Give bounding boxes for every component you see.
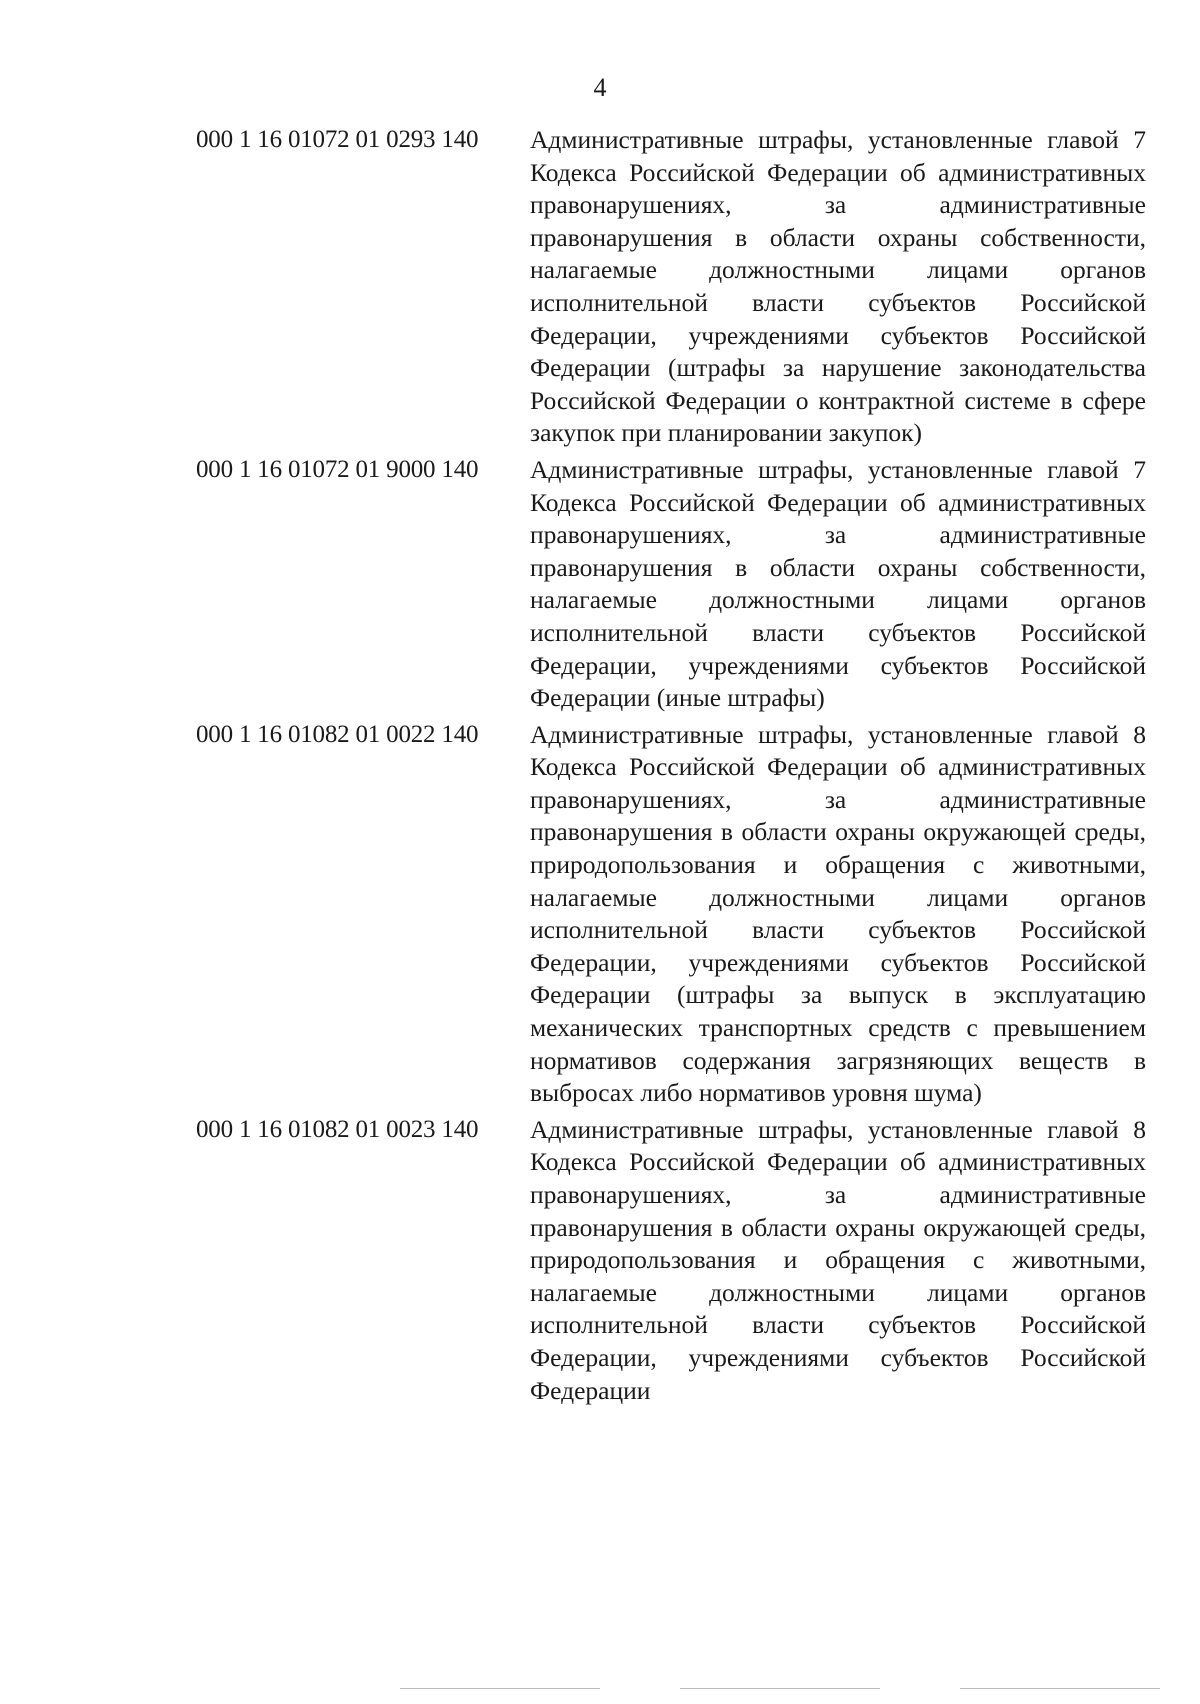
footer-rule-segment [680,1688,880,1690]
budget-code: 000 1 16 01082 01 0023 140 [196,1115,479,1143]
code-description: Административные штрафы, установленные главой 7 Кодекса Российской Федерации об административных правонарушениях, за административные правонарушения в области охраны собственности, налагаемые должностными лицами органов исполнительной власти субъектов Российской Федерации, учреждениями субъектов Российской Федерации (штрафы за нарушение законодательства Российской Федерации о контрактной системе в сфере закупок при планировании закупок) [530,125,1146,448]
table-row [196,719,1146,1110]
classification-table [196,124,1146,1411]
page-number: 4 [593,73,607,102]
code-description: Административные штрафы, установленные главой 8 Кодекса Российской Федерации об административных правонарушениях, за административные правонарушения в области охраны окружающей среды, природопользования и обращения с животными, налагаемые должностными лицами органов исполнительной власти субъектов Российской Федерации, учреждениями субъектов Российской Федерации [530,1114,1146,1405]
budget-code: 000 1 16 01072 01 9000 140 [196,455,479,483]
footer-rule-segment [960,1688,1160,1690]
code-description: Административные штрафы, установленные главой 7 Кодекса Российской Федерации об административных правонарушениях, за административные правонарушения в области охраны собственности, налагаемые должностными лицами органов исполнительной власти субъектов Российской Федерации, учреждениями субъектов Российской Федерации (иные штрафы) [530,454,1146,713]
budget-code: 000 1 16 01072 01 0293 140 [196,126,479,153]
code-description: Административные штрафы, установленные главой 8 Кодекса Российской Федерации об административных правонарушениях, за административные правонарушения в области охраны окружающей среды, природопользования и обращения с животными, налагаемые должностными лицами органов исполнительной власти субъектов Российской Федерации, учреждениями субъектов Российской Федерации (штрафы за выпуск в эксплуатацию механических транспортных средств с превышением нормативов содержания загрязняющих веществ в выбросах либо нормативов уровня шума) [530,719,1146,1108]
budget-code: 000 1 16 01082 01 0022 140 [196,720,479,748]
table-row [196,124,1146,450]
table-row [196,1114,1146,1407]
footer-rule-segment [400,1688,600,1690]
table-row [196,454,1146,715]
footer-rule [400,1688,1160,1690]
